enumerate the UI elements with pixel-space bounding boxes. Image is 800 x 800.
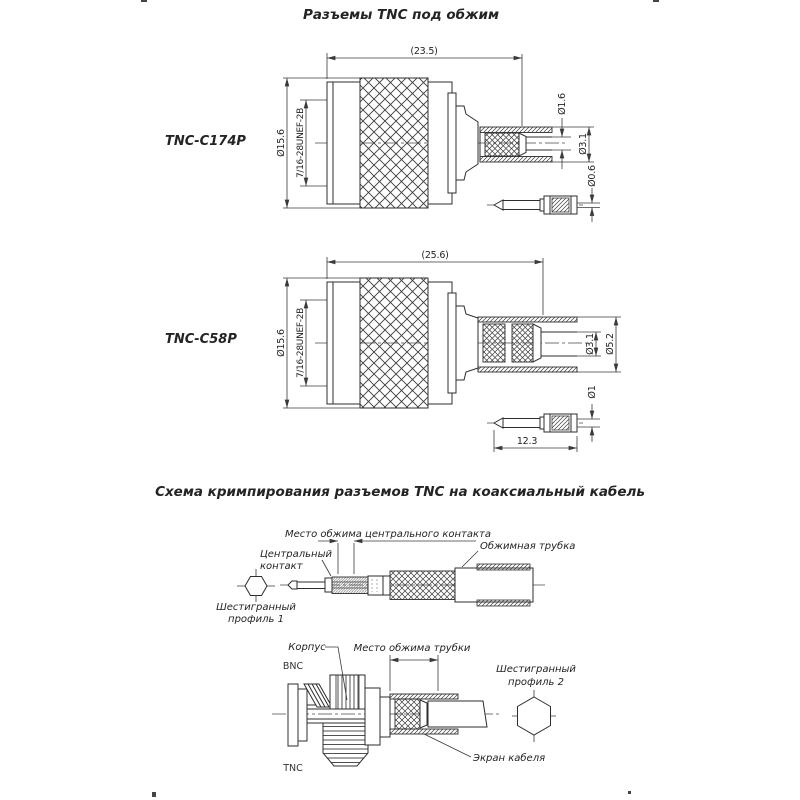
inner-knurl-barrel [485, 133, 519, 156]
svg-text:Обжимная трубка: Обжимная трубка [480, 541, 576, 552]
hexagon-1 [245, 577, 267, 596]
svg-text:профиль 1: профиль 1 [228, 614, 284, 625]
tube-ridge-top [477, 564, 530, 570]
hex-profile-1 [216, 569, 296, 625]
tnc-threaded-nut [323, 723, 368, 766]
crimp-tube [455, 568, 533, 602]
svg-text:12.3: 12.3 [516, 436, 538, 447]
rear-flange [327, 82, 360, 204]
cable-jacket [428, 701, 487, 727]
dim-tube-bore-1 [552, 93, 571, 169]
tube-wall-top [480, 127, 552, 133]
svg-text:Экран кабеля: Экран кабеля [473, 753, 546, 764]
knurled-grip [360, 278, 428, 408]
tube-wall-top [390, 694, 458, 699]
svg-text:Ø1.6: Ø1.6 [557, 93, 568, 115]
svg-text:Шестигранный: Шестигранный [496, 664, 576, 675]
crimp-scheme-tube [272, 642, 576, 774]
crimp-scheme-contact [216, 528, 575, 625]
bnc-bayonet-slot [304, 684, 332, 707]
dim-pin-length-2 [494, 430, 577, 452]
bnc-label: BNC [282, 661, 304, 672]
contact-crimp-barrel [332, 577, 368, 594]
cable-braid [395, 699, 420, 729]
shield-callout [424, 734, 545, 764]
svg-text:Ø3.1: Ø3.1 [578, 133, 589, 155]
svg-text:Ø5.2: Ø5.2 [605, 333, 616, 355]
rear-flange [327, 282, 360, 404]
body-nose [456, 306, 478, 380]
connector-drawing-tnc-c174p [165, 46, 600, 222]
dim-pin-diameter-2 [577, 385, 600, 442]
tube-crimp-zone-callout [354, 642, 471, 691]
dim-tube-bore-2 [577, 332, 601, 356]
body-step [448, 293, 456, 393]
barrel-cap [533, 324, 541, 362]
section-title-crimping: Схема кримпирования разъемов TNC на коаксиальный кабель [155, 484, 645, 500]
svg-text:(23.5): (23.5) [410, 46, 438, 57]
svg-text:профиль 2: профиль 2 [508, 677, 564, 688]
center-pin [494, 414, 577, 432]
tube-wall-top [478, 317, 577, 322]
cable-braid [390, 571, 455, 600]
connector-name-1: TNC-C174P [165, 134, 246, 149]
inner-knurl-barrel-1 [483, 324, 505, 362]
connector-drawing-tnc-c58p [165, 250, 621, 452]
svg-text:Ø3.1: Ø3.1 [585, 333, 596, 355]
svg-text:Ø1: Ø1 [587, 385, 598, 399]
svg-text:Ø15.6: Ø15.6 [276, 129, 287, 157]
svg-text:Шестигранный: Шестигранный [216, 602, 296, 613]
svg-text:7/16-28UNEF-2B: 7/16-28UNEF-2B [296, 107, 306, 179]
hex-profile-2 [496, 664, 576, 742]
svg-text:контакт: контакт [260, 561, 303, 572]
bnc-coupling-ring [330, 675, 365, 709]
svg-text:Ø0.6: Ø0.6 [587, 165, 598, 187]
svg-text:7/16-28UNEF-2B: 7/16-28UNEF-2B [296, 307, 306, 379]
rear-step [298, 689, 307, 741]
tube-wall-bottom [390, 729, 458, 734]
crimp-tube-callout [462, 540, 575, 567]
tnc-label: TNC [283, 763, 303, 774]
inner-knurl-barrel-2 [512, 324, 533, 362]
pin-tip [288, 581, 297, 589]
center-pin [494, 196, 577, 214]
svg-text:(25.6): (25.6) [421, 250, 449, 261]
front-step [380, 697, 390, 737]
svg-text:Место обжима трубки: Место обжима трубки [353, 643, 471, 654]
svg-text:Ø15.6: Ø15.6 [276, 329, 287, 357]
pin-collar [325, 578, 332, 592]
pin-shaft [297, 582, 325, 589]
dim-tube-od-1 [552, 127, 594, 162]
tube-wall-bottom [480, 157, 552, 163]
dim-tube-od-2 [577, 317, 621, 372]
barrel-cap [519, 133, 526, 156]
center-contact-callout [260, 549, 332, 576]
dim-pin-diameter-1 [577, 165, 600, 222]
dielectric-step [368, 576, 390, 595]
tube-wall-bottom [478, 367, 577, 372]
knurled-grip [360, 78, 428, 208]
body-step [448, 93, 456, 193]
front-barrel [365, 688, 380, 745]
hexagon-2 [518, 697, 551, 735]
body-nose [456, 106, 478, 180]
svg-text:Корпус: Корпус [288, 642, 326, 653]
svg-text:Центральный: Центральный [260, 549, 332, 560]
tube-ridge-bottom [477, 600, 530, 606]
ferrule [420, 700, 427, 728]
connector-name-2: TNC-C58P [165, 332, 237, 347]
section-title-connectors: Разъемы TNC под обжим [302, 7, 500, 23]
crimp-zone-label: Место обжима центрального контакта [285, 529, 491, 540]
rear-nut [288, 684, 298, 746]
